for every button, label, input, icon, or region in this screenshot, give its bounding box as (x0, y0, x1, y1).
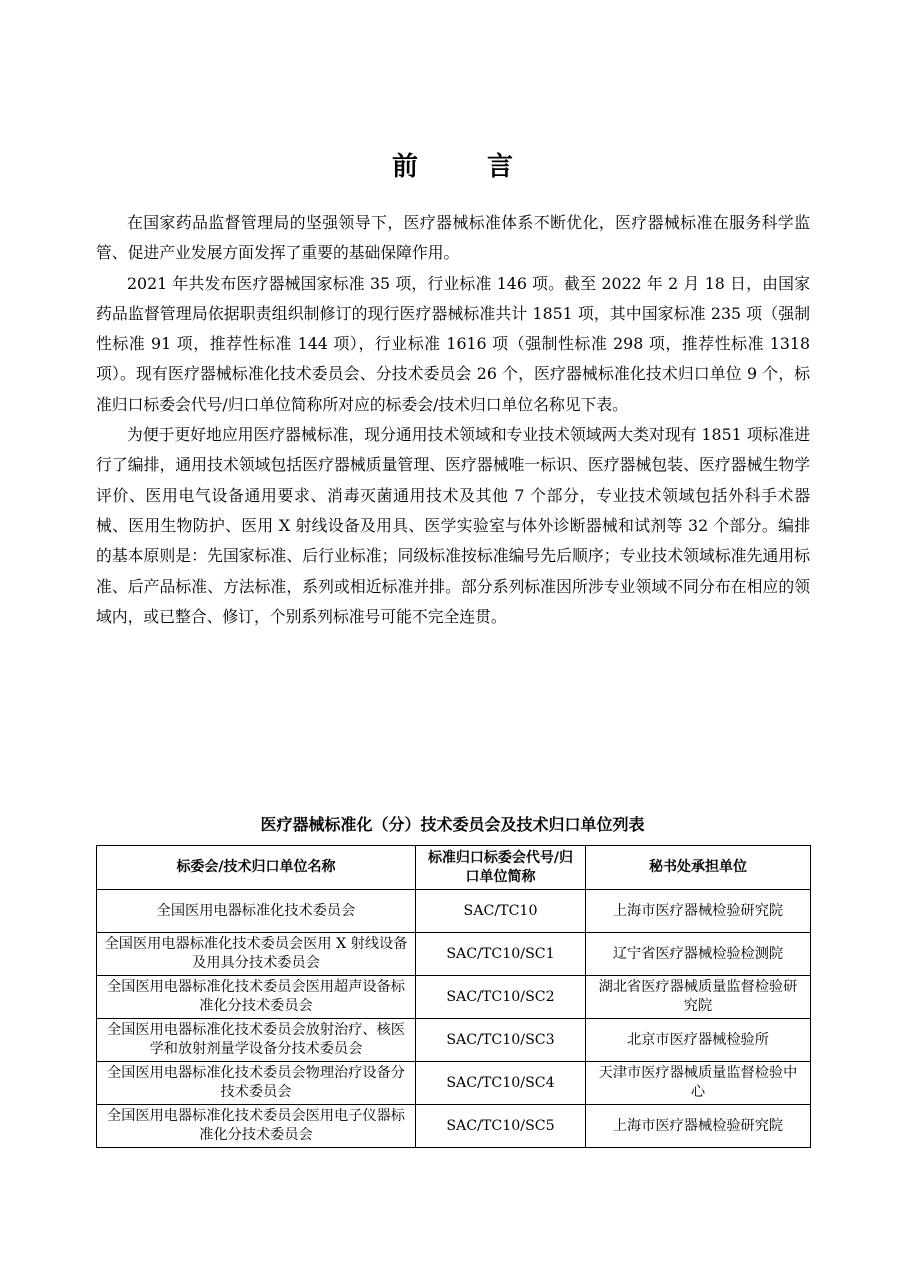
table-row (97, 1019, 811, 1062)
committee-table (96, 845, 811, 1148)
committee-code-cell: SAC/TC10 (416, 890, 586, 933)
secretariat-cell: 北京市医疗器械检验所 (586, 1019, 811, 1062)
secretariat-cell: 辽宁省医疗器械检验检测院 (586, 933, 811, 976)
page-title: 前 言 (391, 152, 544, 182)
committee-code-cell: SAC/TC10/SC1 (416, 933, 586, 976)
secretariat-cell: 天津市医疗器械质量监督检验中心 (586, 1062, 811, 1105)
committee-name-cell: 全国医用电器标准化技术委员会物理治疗设备分技术委员会 (97, 1062, 416, 1105)
paragraph: 2021 年共发布医疗器械国家标准 35 项，行业标准 146 项。截至 2022 年 2 月 18 日，由国家药品监督管理局依据职责组织制修订的现行医疗器械标准共计 1851 项，其中国家标准 235 项（强制性标准 91 项，推荐性标准 144 项），行业标准 1616 项（强制性标准 298 项，推荐性标准 1318 项）。现有医疗器械标准化技术委员会、分技术委员会 26 个，医疗器械标准化技术归口单位 9 个，标准归口标委会代号/归口单位简称所对应的标委会/技术归口单位名称见下表。 (96, 273, 810, 414)
table-row (97, 1062, 811, 1105)
committee-name-cell: 全国医用电器标准化技术委员会医用 X 射线设备及用具分技术委员会 (97, 933, 416, 976)
committee-name-cell: 全国医用电器标准化技术委员会 (97, 890, 416, 933)
committee-name-cell: 全国医用电器标准化技术委员会放射治疗、核医学和放射剂量学设备分技术委员会 (97, 1019, 416, 1062)
secretariat-cell: 湖北省医疗器械质量监督检验研究院 (586, 976, 811, 1019)
committee-code-cell: SAC/TC10/SC5 (416, 1105, 586, 1148)
committee-name-cell: 全国医用电器标准化技术委员会医用超声设备标准化分技术委员会 (97, 976, 416, 1019)
paragraph: 在国家药品监督管理局的坚强领导下，医疗器械标准体系不断优化，医疗器械标准在服务科学监管、促进产业发展方面发挥了重要的基础保障作用。 (96, 213, 810, 263)
header-secretariat: 秘书处承担单位 (586, 846, 811, 890)
table-row (97, 976, 811, 1019)
committee-code-cell: SAC/TC10/SC2 (416, 976, 586, 1019)
header-committee-code: 标准归口标委会代号/归口单位简称 (416, 846, 586, 890)
committee-name-cell: 全国医用电器标准化技术委员会医用电子仪器标准化分技术委员会 (97, 1105, 416, 1148)
secretariat-cell: 上海市医疗器械检验研究院 (586, 890, 811, 933)
paragraph: 为便于更好地应用医疗器械标准，现分通用技术领域和专业技术领域两大类对现有 1851 项标准进行了编排，通用技术领域包括医疗器械质量管理、医疗器械唯一标识、医疗器械包装、医疗器械生物学评价、医用电气设备通用要求、消毒灭菌通用技术及其他 7 个部分，专业技术领域包括外科手术器械、医用生物防护、医用 X 射线设备及用具、医学实验室与体外诊断器械和试剂等 32 个部分。编排的基本原则是：先国家标准、后行业标准；同级标准按标准编号先后顺序；专业技术领域标准先通用标准、后产品标准、方法标准，系列或相近标准并排。部分系列标准因所涉专业领域不同分布在相应的领域内，或已整合、修订，个别系列标准号可能不完全连贯。 (96, 425, 810, 626)
committee-code-cell: SAC/TC10/SC4 (416, 1062, 586, 1105)
header-committee-name: 标委会/技术归口单位名称 (97, 846, 416, 890)
table-row (97, 890, 811, 933)
table-header-row (97, 846, 811, 890)
table-row (97, 1105, 811, 1148)
preface-body (96, 208, 810, 632)
table-row (97, 933, 811, 976)
table-title: 医疗器械标准化（分）技术委员会及技术归口单位列表 (260, 815, 645, 834)
secretariat-cell: 上海市医疗器械检验研究院 (586, 1105, 811, 1148)
committee-code-cell: SAC/TC10/SC3 (416, 1019, 586, 1062)
